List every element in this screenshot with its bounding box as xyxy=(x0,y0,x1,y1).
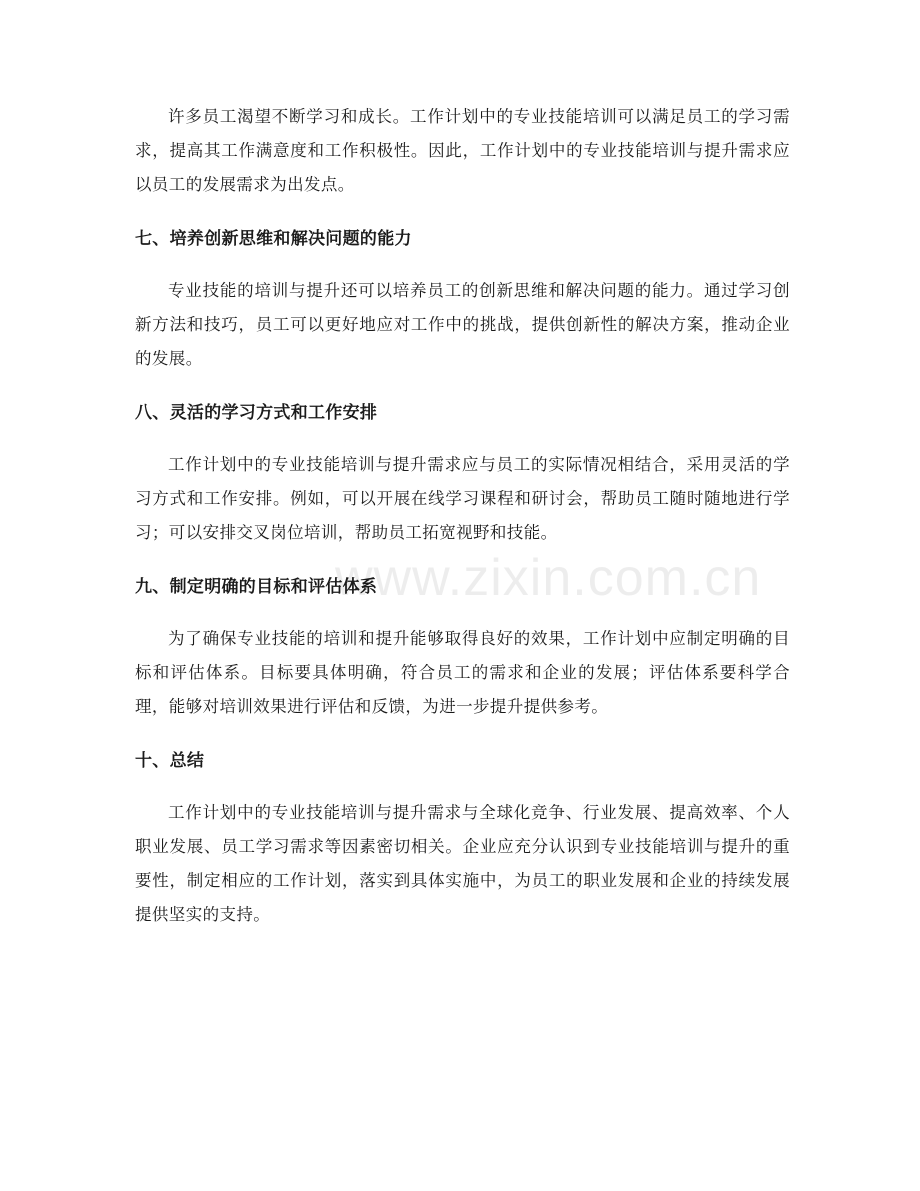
section-heading: 九、制定明确的目标和评估体系 xyxy=(135,577,378,597)
paragraph: 专业技能的培训与提升还可以培养员工的创新思维和解决问题的能力。通过学习创新方法和技巧，员工可以更好地应对工作中的挑战，提供创新性的解决方案，推动企业的发展。 xyxy=(135,281,790,368)
section-heading: 八、灵活的学习方式和工作安排 xyxy=(135,403,378,423)
paragraph: 许多员工渴望不断学习和成长。工作计划中的专业技能培训可以满足员工的学习需求，提高其工作满意度和工作积极性。因此，工作计划中的专业技能培训与提升需求应以员工的发展需求为出发点。 xyxy=(135,107,790,194)
section-heading: 七、培养创新思维和解决问题的能力 xyxy=(135,229,412,249)
document-body xyxy=(135,100,790,952)
paragraph: 工作计划中的专业技能培训与提升需求与全球化竞争、行业发展、提高效率、个人职业发展、员工学习需求等因素密切相关。企业应充分认识到专业技能培训与提升的重要性，制定相应的工作计划，落实到具体实施中，为员工的职业发展和企业的持续发展提供坚实的支持。 xyxy=(135,803,790,924)
paragraph: 为了确保专业技能的培训和提升能够取得良好的效果，工作计划中应制定明确的目标和评估体系。目标要具体明确，符合员工的需求和企业的发展；评估体系要科学合理，能够对培训效果进行评估和反馈，为进一步提升提供参考。 xyxy=(135,629,790,716)
watermark: www.zixin.com.cn xyxy=(335,549,762,607)
section-heading: 十、总结 xyxy=(135,751,205,771)
paragraph: 工作计划中的专业技能培训与提升需求应与员工的实际情况相结合，采用灵活的学习方式和工作安排。例如，可以开展在线学习课程和研讨会，帮助员工随时随地进行学习；可以安排交叉岗位培训，帮助员工拓宽视野和技能。 xyxy=(135,455,790,542)
